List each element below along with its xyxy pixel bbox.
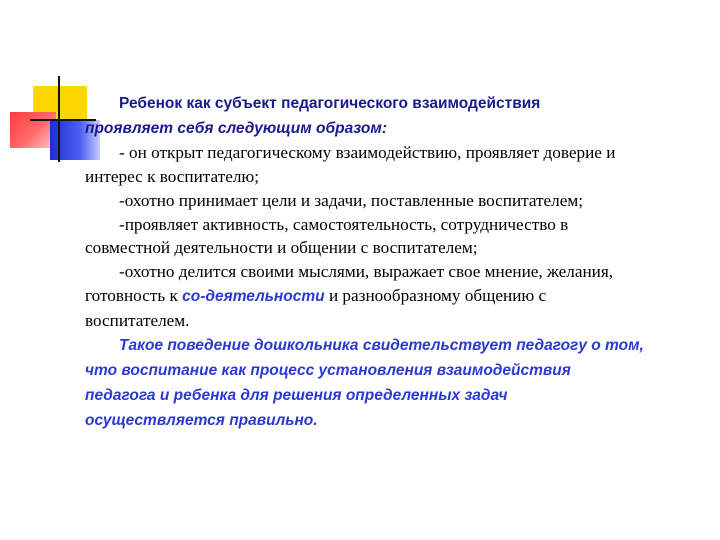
readiness-prefix: готовность к — [85, 286, 183, 306]
slide-heading — [85, 91, 645, 141]
item-readiness — [85, 284, 645, 333]
co-activity-emphasis: со-деятельности — [182, 288, 325, 306]
item-open-to-interaction: - он открыт педагогическому взаимодействию, проявляет доверие и интерес к воспитателю; — [85, 142, 616, 186]
slide-body — [85, 91, 645, 433]
readiness-suffix: и разнообразному общению с воспитателем. — [85, 286, 547, 331]
item-shares-thoughts: -охотно делится своими мыслями, выражает свое мнение, желания, — [119, 262, 614, 282]
heading-line2: проявляет себя следующим образом: — [85, 119, 387, 137]
conclusion-text: Такое поведение дошкольника свидетельствует педагогу о том, что воспитание как процесс установления взаимодействия педагога и ребенка для решения определенных задач осуществляется правильно. — [85, 337, 644, 430]
item-accepts-goals: -охотно принимает цели и задачи, поставленные воспитателем; — [119, 190, 584, 210]
item-shows-activity: -проявляет активность, самостоятельность, сотрудничество в совместной деятельности и общении с воспитателем; — [85, 214, 569, 258]
heading-line1: Ребенок как субъект педагогического взаимодействия — [119, 95, 541, 112]
